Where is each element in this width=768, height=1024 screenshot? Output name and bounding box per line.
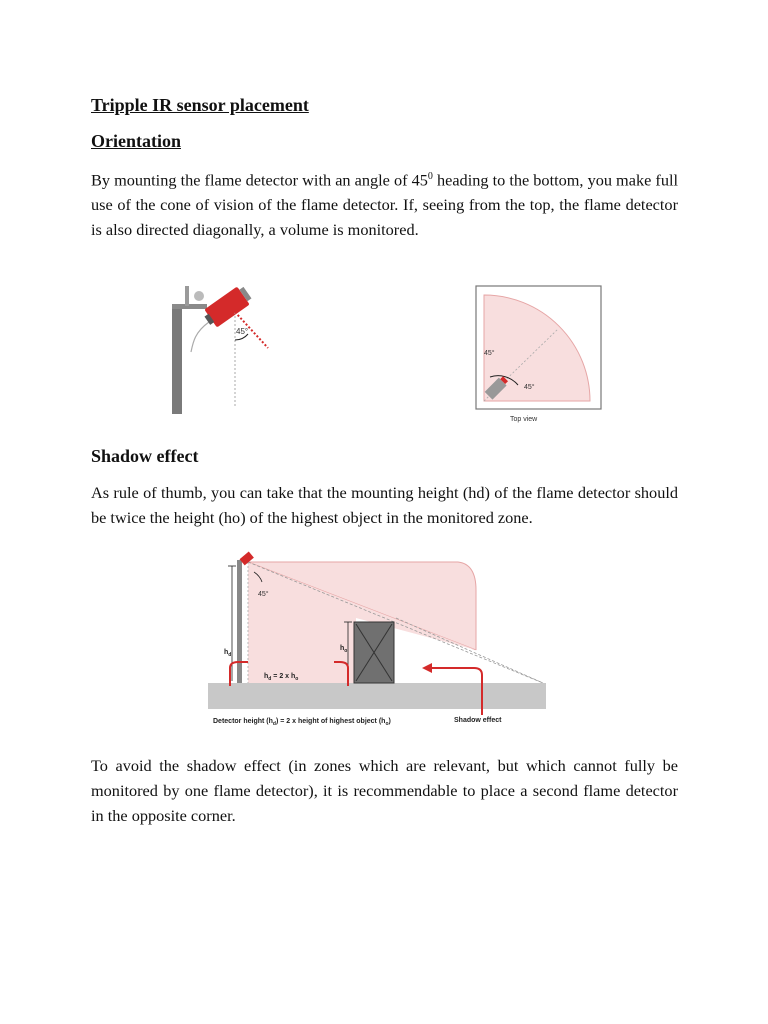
orientation-text-part2: heading to the bottom, you make full use of the cone of vision of the flame detector. If, seeing from the top, the flame detector is also directed diagonally, a volume is monitored. (91, 170, 679, 240)
page-title: Tripple IR sensor placement (91, 95, 309, 115)
swivel-joint (194, 291, 204, 301)
degree-superscript: 0 (427, 171, 433, 182)
shadow-caption-left: Detector height $(h_d) = 2$ x height of highest object $(h_o)$ (213, 718, 391, 727)
shadow-paragraph: As rule of thumb, you can take that the mounting height (hd) of the flame detector should be twice the height (ho) of the highest object in the monitored zone. (91, 483, 678, 527)
mounting-bracket (172, 304, 207, 309)
top-view-caption: Top view (510, 416, 538, 423)
wall-pole (237, 560, 242, 683)
closing-paragraph: To avoid the shadow effect (in zones which are relevant, but which cannot fully be monitored by one flame detector), it is recommendable to place a second flame detector in the opposite corner. (91, 756, 678, 825)
relation-label: $h_d = 2$ x $h_o$ (264, 673, 299, 682)
shadow-caption-right: Shadow effect (454, 717, 502, 724)
hd-label: $h_d$ (224, 649, 232, 658)
bracket-plate (185, 286, 189, 306)
top-angle-label-1: 45° (484, 350, 495, 357)
section-heading-shadow-effect: Shadow effect (91, 446, 199, 466)
shadow-angle-label: 45° (258, 591, 269, 598)
orientation-paragraph (91, 164, 678, 242)
side-angle-label: 45° (236, 327, 249, 336)
ground (208, 683, 546, 709)
top-angle-label-2: 45° (524, 384, 535, 391)
detector-cable (191, 322, 209, 352)
shadow-effect-figure (208, 550, 553, 730)
orientation-text-part1: By mounting the flame detector with an angle of 45 (91, 170, 428, 190)
mounting-pole (172, 304, 182, 414)
section-heading-orientation: Orientation (91, 131, 181, 151)
side-view-figure (165, 282, 285, 417)
ho-label: $h_o$ (340, 645, 348, 654)
top-view-figure (472, 285, 604, 425)
